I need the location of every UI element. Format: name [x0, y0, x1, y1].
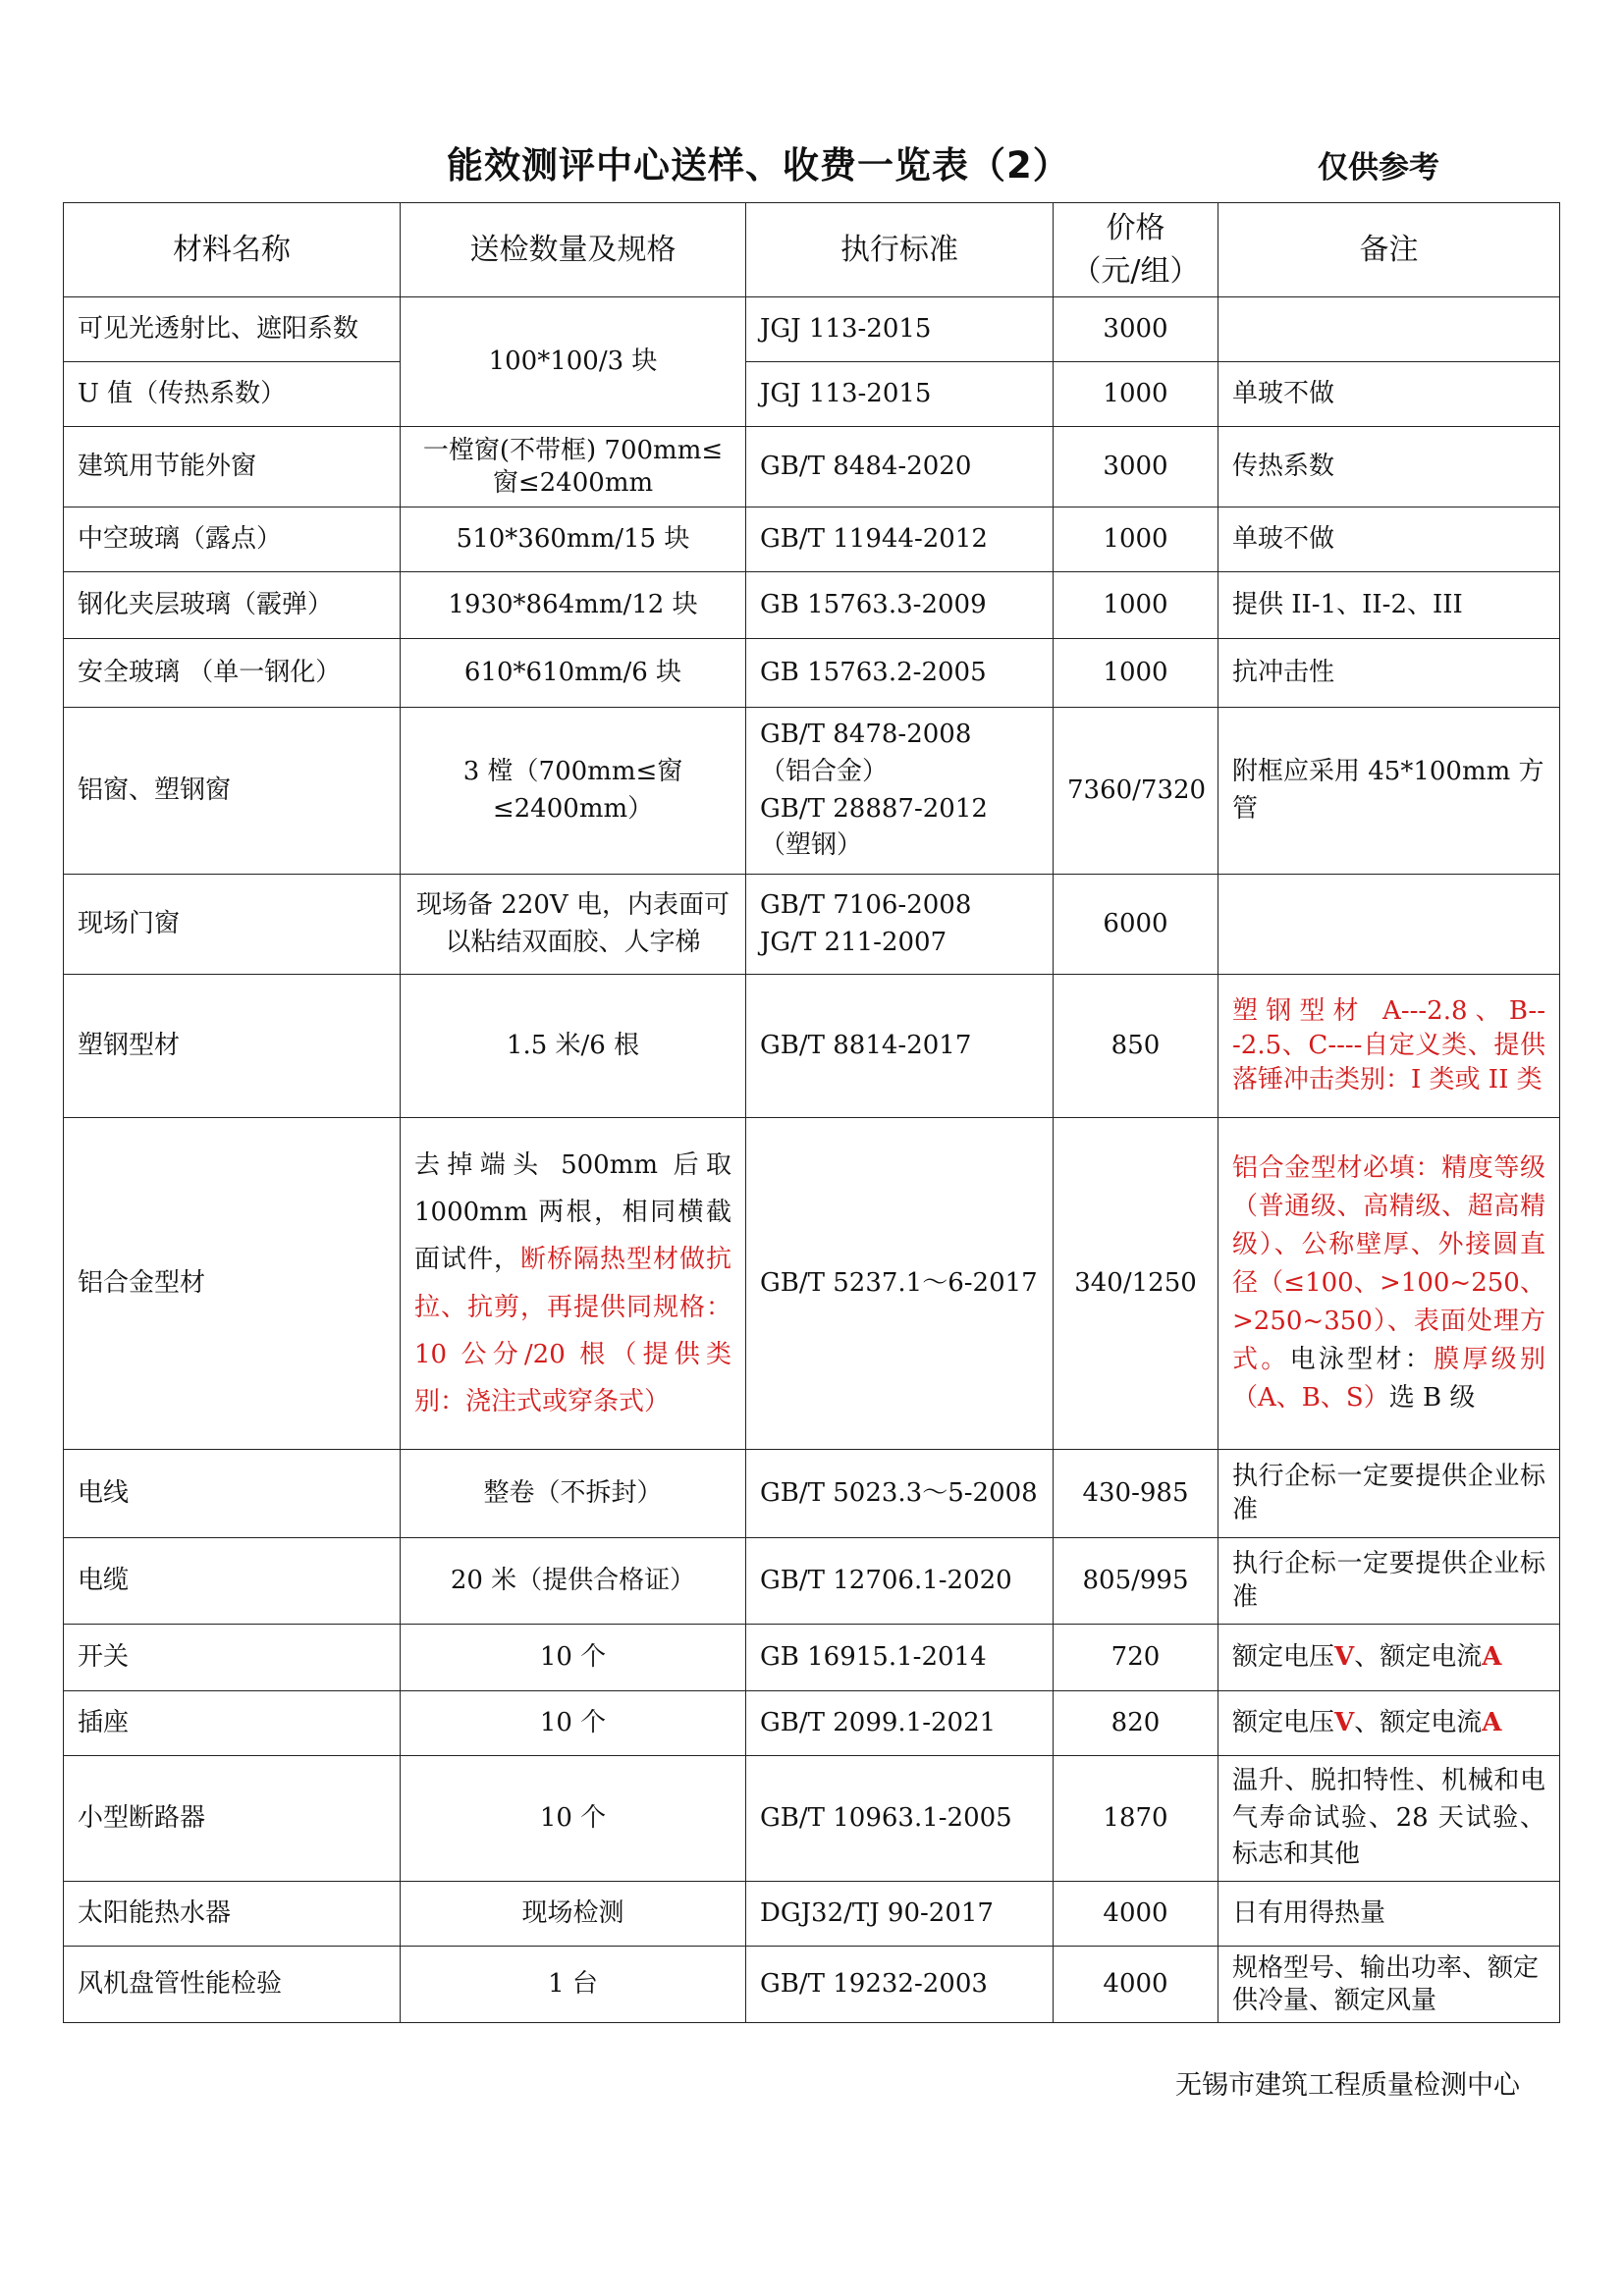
remark-text: 、额定电流 [1354, 1641, 1483, 1672]
standard: GB/T 12706.1-2020 [746, 1538, 1054, 1625]
table-row [64, 639, 1560, 708]
page-title: 能效测评中心送样、收费一览表（2） [447, 144, 1070, 187]
material-name: 太阳能热水器 [64, 1882, 401, 1947]
price: 1000 [1054, 639, 1218, 708]
material-name: 小型断路器 [64, 1756, 401, 1882]
remark-cell [1218, 1691, 1560, 1756]
current-unit: A [1482, 1707, 1502, 1737]
standard: GB/T 5023.3～5-2008 [746, 1450, 1054, 1538]
material-name: 钢化夹层玻璃（霰弹） [64, 572, 401, 639]
price: 805/995 [1054, 1538, 1218, 1625]
standard-line: （铝合金） [760, 756, 889, 786]
table-row [64, 572, 1560, 639]
standard-line: GB/T 28887-2012 [760, 793, 988, 824]
spec: 1930*864mm/12 块 [401, 572, 746, 639]
table-row [64, 708, 1560, 875]
header-remark: 备注 [1218, 203, 1560, 297]
table-row [64, 1625, 1560, 1691]
table-row [64, 427, 1560, 507]
fee-table [63, 202, 1560, 2023]
table-row [64, 507, 1560, 572]
remark: 附框应采用 45*100mm 方管 [1218, 708, 1560, 875]
remark: 规格型号、输出功率、额定供冷量、额定风量 [1218, 1947, 1560, 2023]
remark-text: 电泳型材： [1289, 1345, 1435, 1374]
spec-highlight-text: 断桥隔热型材做抗拉、抗剪，再提供同规格：10 公分/20 根（提供类别：浇注式或穿条式） [414, 1245, 731, 1416]
table-row [64, 1947, 1560, 2023]
standard: GB/T 10963.1-2005 [746, 1756, 1054, 1882]
current-unit: A [1482, 1641, 1502, 1672]
spec: 10 个 [401, 1691, 746, 1756]
standard: GB/T 2099.1-2021 [746, 1691, 1054, 1756]
standard: GB/T 19232-2003 [746, 1947, 1054, 2023]
standard: GB/T 11944-2012 [746, 507, 1054, 572]
spec: 1 台 [401, 1947, 746, 2023]
remark-text: 额定电压 [1232, 1641, 1335, 1672]
material-name: 铝窗、塑钢窗 [64, 708, 401, 875]
price: 850 [1054, 975, 1218, 1118]
material-name: 现场门窗 [64, 875, 401, 975]
standard-cell [746, 875, 1054, 975]
material-name: 建筑用节能外窗 [64, 427, 401, 507]
remark-cell [1218, 1118, 1560, 1450]
material-name: 电缆 [64, 1538, 401, 1625]
standard: JGJ 113-2015 [746, 297, 1054, 362]
standard-line: （塑钢） [760, 830, 863, 861]
standard-cell [746, 708, 1054, 875]
remark: 单玻不做 [1218, 362, 1560, 427]
voltage-unit: V [1334, 1641, 1355, 1672]
material-name: U 值（传热系数） [64, 362, 401, 427]
price: 1000 [1054, 572, 1218, 639]
table-row [64, 1756, 1560, 1882]
standard: GB/T 5237.1～6-2017 [746, 1118, 1054, 1450]
voltage-unit: V [1334, 1707, 1355, 1737]
price: 4000 [1054, 1882, 1218, 1947]
remark [1218, 875, 1560, 975]
price: 7360/7320 [1054, 708, 1218, 875]
table-row [64, 297, 1560, 362]
remark: 传热系数 [1218, 427, 1560, 507]
price: 3000 [1054, 297, 1218, 362]
remark: 温升、脱扣特性、机械和电气寿命试验、28 天试验、标志和其他 [1218, 1756, 1560, 1882]
remark-cell [1218, 1625, 1560, 1691]
price: 1000 [1054, 507, 1218, 572]
standard: JGJ 113-2015 [746, 362, 1054, 427]
remark-highlight-text: 膜厚级别（A、B、S） [1232, 1345, 1545, 1413]
spec: 10 个 [401, 1625, 746, 1691]
remark-highlight-text: 铝合金型材必填：精度等级（普通级、高精级、超高精级）、公称壁厚、外接圆直径（≤100、>100~250、>250~350）、表面处理方式。 [1232, 1153, 1545, 1374]
price: 4000 [1054, 1947, 1218, 2023]
standard: GB 15763.2-2005 [746, 639, 1054, 708]
spec: 100*100/3 块 [401, 297, 746, 427]
material-name: 铝合金型材 [64, 1118, 401, 1450]
price: 6000 [1054, 875, 1218, 975]
material-name: 中空玻璃（露点） [64, 507, 401, 572]
header-price-line1: 价格 [1106, 211, 1165, 245]
table-row [64, 1118, 1560, 1450]
header-price-line2: （元/组） [1071, 253, 1200, 289]
header-standard: 执行标准 [746, 203, 1054, 297]
remark: 日有用得热量 [1218, 1882, 1560, 1947]
standard: GB 15763.3-2009 [746, 572, 1054, 639]
table-row [64, 1882, 1560, 1947]
reference-note: 仅供参考 [1318, 150, 1439, 186]
remark: 执行企标一定要提供企业标准 [1218, 1450, 1560, 1538]
spec: 610*610mm/6 块 [401, 639, 746, 708]
spec: 10 个 [401, 1756, 746, 1882]
issuer-footer: 无锡市建筑工程质量检测中心 [1175, 2070, 1520, 2101]
standard: DGJ32/TJ 90-2017 [746, 1882, 1054, 1947]
remark: 塑钢型材 A---2.8、B---2.5、C----自定义类、提供落锤冲击类别：I 类或 II 类 [1218, 975, 1560, 1118]
remark [1218, 297, 1560, 362]
material-name: 开关 [64, 1625, 401, 1691]
standard-line: GB/T 7106-2008 [760, 889, 972, 920]
header-material-name: 材料名称 [64, 203, 401, 297]
remark: 执行企标一定要提供企业标准 [1218, 1538, 1560, 1625]
remark-text: 选 B 级 [1388, 1383, 1476, 1413]
price: 1870 [1054, 1756, 1218, 1882]
price: 3000 [1054, 427, 1218, 507]
spec: 整卷（不拆封） [401, 1450, 746, 1538]
price: 340/1250 [1054, 1118, 1218, 1450]
spec: 现场检测 [401, 1882, 746, 1947]
price: 720 [1054, 1625, 1218, 1691]
material-name: 塑钢型材 [64, 975, 401, 1118]
material-name: 电线 [64, 1450, 401, 1538]
table-row [64, 875, 1560, 975]
table-row [64, 362, 1560, 427]
spec: 一樘窗(不带框) 700mm≤窗≤2400mm [401, 427, 746, 507]
header-spec: 送检数量及规格 [401, 203, 746, 297]
spec: 3 樘（700mm≤窗≤2400mm） [401, 708, 746, 875]
material-name: 插座 [64, 1691, 401, 1756]
remark: 提供 II-1、II-2、III [1218, 572, 1560, 639]
standard: GB 16915.1-2014 [746, 1625, 1054, 1691]
header-price [1054, 203, 1218, 297]
remark: 单玻不做 [1218, 507, 1560, 572]
remark-text: 、额定电流 [1354, 1707, 1483, 1737]
table-row [64, 1691, 1560, 1756]
price: 1000 [1054, 362, 1218, 427]
material-name: 安全玻璃 （单一钢化） [64, 639, 401, 708]
standard-line: GB/T 8478-2008 [760, 720, 972, 750]
remark-text: 额定电压 [1232, 1707, 1335, 1737]
table-row [64, 1538, 1560, 1625]
remark: 抗冲击性 [1218, 639, 1560, 708]
material-name: 风机盘管性能检验 [64, 1947, 401, 2023]
standard-line: JG/T 211-2007 [760, 927, 947, 957]
spec: 1.5 米/6 根 [401, 975, 746, 1118]
table-row [64, 1450, 1560, 1538]
material-name: 可见光透射比、遮阳系数 [64, 297, 401, 362]
spec-cell [401, 1118, 746, 1450]
spec: 20 米（提供合格证） [401, 1538, 746, 1625]
table-row [64, 975, 1560, 1118]
price: 820 [1054, 1691, 1218, 1756]
standard: GB/T 8484-2020 [746, 427, 1054, 507]
spec: 510*360mm/15 块 [401, 507, 746, 572]
standard: GB/T 8814-2017 [746, 975, 1054, 1118]
price: 430-985 [1054, 1450, 1218, 1538]
spec: 现场备 220V 电，内表面可以粘结双面胶、人字梯 [401, 875, 746, 975]
spec-text: 去掉端头 500mm 后取 1000mm 两根，相同横截面试件， [414, 1150, 731, 1275]
table-header-row [64, 203, 1560, 297]
